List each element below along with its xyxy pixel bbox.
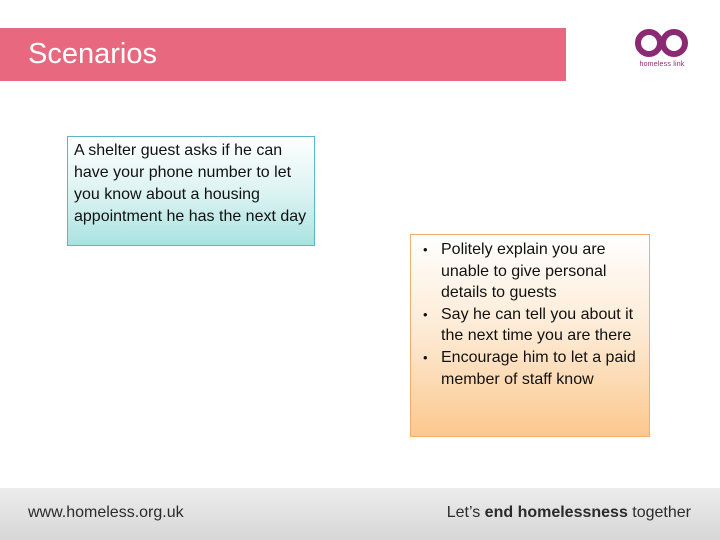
bullet-icon: • xyxy=(423,242,428,257)
scenario-box xyxy=(67,136,315,246)
list-item: • Say he can tell you about it the next time you are there xyxy=(423,305,634,345)
bullet-icon: • xyxy=(423,349,428,365)
bullet-icon: • xyxy=(423,306,428,322)
logo-text: homeless link xyxy=(639,61,685,68)
footer xyxy=(0,488,720,540)
slide-title: Scenarios xyxy=(28,38,157,70)
list-item: • Politely explain you are unable to give personal details to guests xyxy=(423,241,607,302)
infinity-rings-icon xyxy=(635,26,689,60)
scenario-text: A shelter guest asks if he can have your phone number to let you know about a housing appointment he has the next day xyxy=(74,142,307,225)
footer-tagline: Let’s end homelessness together xyxy=(446,504,691,521)
answer-box xyxy=(410,234,650,437)
list-item: • Encourage him to let a paid member of staff know xyxy=(423,348,636,388)
footer-url-link[interactable]: www.homeless.org.uk xyxy=(28,504,184,521)
homeless-link-logo xyxy=(631,26,693,76)
answer-list xyxy=(419,239,643,390)
